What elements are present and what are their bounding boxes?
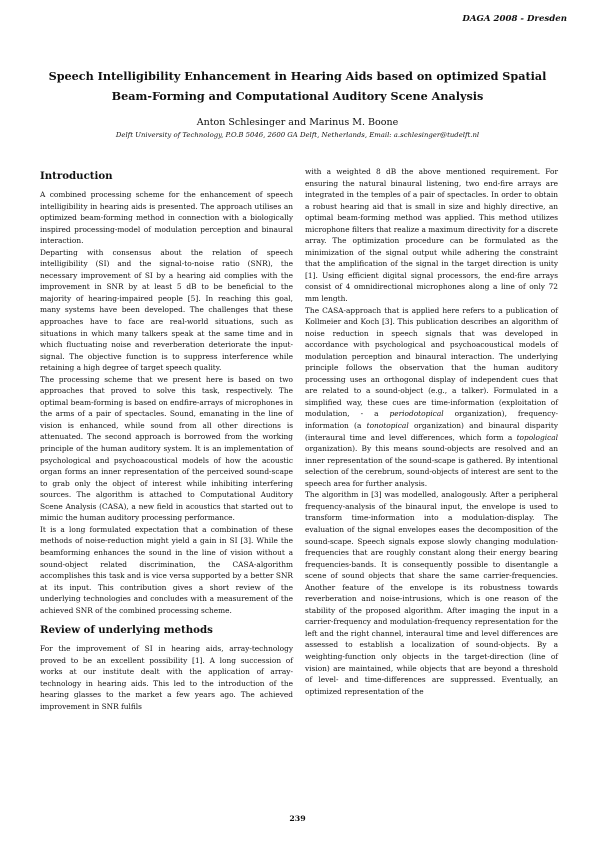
introduction-heading: Introduction	[40, 170, 113, 182]
intro-paragraph-2: Departing with consensus about the relation of speech intelligibility (SI) and the signal-to-noise ratio (SNR), the necessary improvement of SI by a hearing aid complies with the improvement in SNR by at least 5 dB to be beneficial to the majority of hearing-impaired people [5]. In reaching this goal, many systems have been developed. The challenges that these approaches have to face are real-world situations, such as situations in which many talkers speak at the same time and in which fluctuating noise and reverberation deteriorate the input-signal. The objective function is to suppress interference while retaining a high degree of target speech quality.	[40, 247, 293, 373]
intro-paragraph-1: A combined processing scheme for the enhancement of speech intelligibility in hearing aids is presented. The approach utilises an optimized beam-forming method in connection with a biologically inspired processing-model of modulation perception and binaural interaction.	[40, 190, 293, 246]
review-paragraph-3	[305, 305, 558, 490]
right-column	[305, 166, 558, 697]
title-line-1: Speech Intelligibility Enhancement in Hearing Aids based on optimized Spatial	[48, 69, 547, 83]
intro-paragraph-4: It is a long formulated expectation that a combination of these methods of noise-reduction might yield a gain in SI [3]. While the beamforming enhances the sound in the line of vision without a sound-object related discrimination, the CASA-algorithm accomplishes this task and is vice versa supported by a better SNR at its input. This contribution gives a short review of the underlying technologies and concludes with a measurement of the achieved SNR of the combined processing scheme.	[40, 524, 293, 615]
text-run: organization). By this means sound-objects are resolved and an inner representation of the sound-scape is gathered. By intentional selection of the cerebrum, sound-objects of interest are sent to the speech area for further analysis.	[305, 444, 558, 488]
review-paragraph-4: The algorithm in [3] was modelled, analogously. After a peripheral frequency-analysis of the binaural input, the envelope is used to transform time-information into a modulation-display. The evaluation of the signal envelopes eases the decomposition of the sound-scape. Speech signals expose slowly changing modulation-frequencies that are roughly constant along their energy bearing frequencies-bands. It is consequently possible to disentangle a scene of sound objects that share the same carrier-frequencies. Another feature of the envelope is its robustness towards reverberation and noise-intrusions, which is one reason of the stability of the proposed algorithm. After imaging the input in a carrier-frequency and modulation-frequency representation for the left and the right channel, interaural time and level differences are assessed to establish a localization of sound-objects. By a weighting-function only objects in the target-direction (line of vision) are maintained, while objects that are beyond a threshold of level- and time-differences are suppressed. Eventually, an optimized representation of the	[305, 490, 558, 696]
review-paragraph-2: with a weighted 8 dB the above mentioned requirement. For ensuring the natural binaural listening, two end-fire arrays are integrated in the temples of a pair of spectacles. In order to obtain a robust hearing aid that is small in size and highly directive, an optimal beam-forming method was applied. This method utilizes microphone filters that realize a maximum directivity for a discrete array. The optimization procedure can be formulated as the minimization of the signal output while adhering the constraint that the amplification of the signal in the target direction is unity [1]. Using efficient digital signal processors, the end-fire arrays consist of 4 omnidirectional microphones along a line of only 72 mm length.	[305, 167, 558, 304]
paper-title	[40, 66, 555, 106]
page-number: 239	[289, 814, 306, 823]
text-run: The CASA-approach that is applied here refers to a publication of Kollmeier and Koch [3]. This publication describes an algorithm of noise reduction in speech signals that was developed in accordance with psychological and psychoacoustical models of modulation perception and binaural interaction. The underlying principle follows the observation that the human auditory processing uses an orthogonal display of independent cues that are related to a sound-object (e.g., a talker). Formulated in a simplified way, these cues are time-information (exploitation of modulation, - a	[305, 305, 558, 419]
left-column	[40, 170, 293, 713]
affiliation: Delft University of Technology, P.O.B 5046, 2600 GA Delft, Netherlands, Email: a.schlesinger@tudelft.nl	[115, 131, 480, 139]
emphasis-periodotopical: periodotopical	[389, 409, 444, 419]
emphasis-topological: topological	[516, 432, 558, 442]
authors: Anton Schlesinger and Marinus M. Boone	[196, 117, 399, 128]
title-line-2: Beam-Forming and Computational Auditory Scene Analysis	[111, 89, 484, 103]
emphasis-tonotopical: tonotopical	[366, 421, 409, 431]
conference-header: DAGA 2008 - Dresden	[462, 14, 567, 24]
review-paragraph-1: For the improvement of SI in hearing aids, array-technology proved to be an excellent possibility [1]. A long succession of works at our institute dealt with the application of array-technology in hearing aids. This led to the introduction of the hearing glasses to the market a few years ago. The achieved improvement in SNR fulfils	[40, 644, 293, 711]
intro-paragraph-3: The processing scheme that we present here is based on two approaches that proved to solve this task, respectively. The optimal beam-forming is based on endfire-arrays of microphones in the arms of a pair of spectacles. Sound, emanating in the line of vision is enhanced, while sound from all other directions is attenuated. The second approach is borrowed from the working principle of the human auditory system. It is an implementation of psychological and psychoacoustical models of how the acoustic organ forms an inner representation of the perceived sound-scape to grab only the object of interest while inhibiting interfering sources. The algorithm is attached to Computational Auditory Scene Analysis (CASA), a new field in acoustics that started out to mimic the human auditory processing performance.	[40, 374, 293, 523]
text-run: organization), frequency-information (a	[305, 409, 558, 431]
text-run: organization) and binaural disparity (interaural time and level differences, which form a	[305, 421, 558, 442]
review-heading: Review of underlying methods	[40, 624, 213, 637]
